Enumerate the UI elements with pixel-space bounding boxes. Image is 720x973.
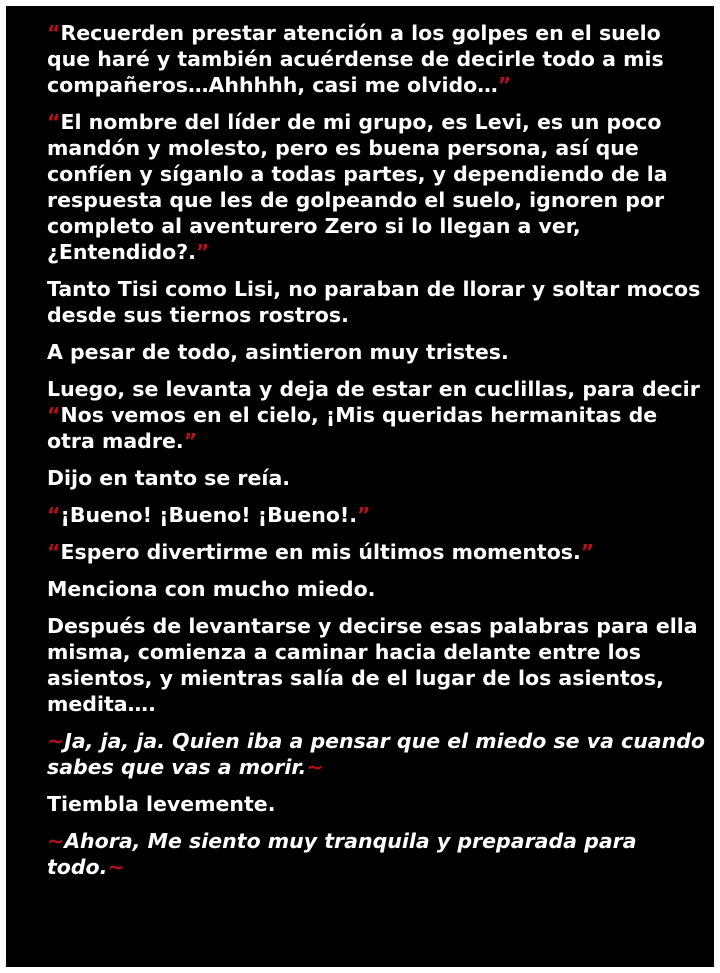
dialogue-text: ¡Bueno! ¡Bueno! ¡Bueno!.: [60, 503, 358, 527]
open-tilde-mark: ~: [47, 729, 65, 753]
narration-text: Menciona con mucho miedo.: [47, 577, 376, 601]
paragraph-narration: [47, 276, 707, 328]
narration-text: Luego, se levanta y deja de estar en cuclillas, para decir: [47, 377, 700, 401]
dialogue-text: El nombre del líder de mi grupo, es Levi, es un poco mandón y molesto, pero es buena persona, así que confíen y síganlo a todas partes, y dependiendo de la respuesta que les de golpeando el suelo, ignoren por completo al aventurero Zero si lo llegan a ver, ¿Entendido?.: [47, 110, 668, 264]
open-quote-mark: “: [47, 540, 61, 564]
thought-text: Ahora, Me siento muy tranquila y preparada para todo.: [47, 829, 637, 879]
narration-text: Después de levantarse y decirse esas palabras para ella misma, comienza a caminar hacia delante entre los asientos, y mientras salía de el lugar de los asientos, medita….: [47, 614, 698, 716]
dialogue-text: Nos vemos en el cielo, ¡Mis queridas hermanitas de otra madre.: [47, 403, 658, 453]
paragraph-narration: [47, 339, 707, 365]
open-quote-mark: “: [47, 403, 61, 427]
paragraph-thought: [47, 728, 707, 780]
narration-text: Dijo en tanto se reía.: [47, 466, 291, 490]
paragraph-narration-with-quote: [47, 376, 707, 454]
dialogue-text: Recuerden prestar atención a los golpes en el suelo que haré y también acuérdense de decirle todo a mis compañeros…Ahhhhh, casi me olvido…: [47, 21, 664, 97]
paragraph-narration: [47, 576, 707, 602]
paragraph-thought: [47, 828, 707, 880]
open-quote-mark: “: [47, 110, 61, 134]
narration-text: Tanto Tisi como Lisi, no paraban de llorar y soltar mocos desde sus tiernos rostros.: [47, 277, 701, 327]
paragraph-dialogue: [47, 109, 707, 265]
story-page: [6, 6, 714, 967]
paragraph-dialogue: [47, 502, 707, 528]
narration-text: A pesar de todo, asintieron muy tristes.: [47, 340, 509, 364]
paragraph-dialogue: [47, 20, 707, 98]
close-quote-mark: ”: [195, 240, 210, 264]
story-text: [47, 20, 707, 891]
open-tilde-mark: ~: [47, 829, 65, 853]
dialogue-text: Espero divertirme en mis últimos momentos.: [60, 540, 581, 564]
paragraph-dialogue: [47, 539, 707, 565]
paragraph-narration: [47, 465, 707, 491]
close-quote-mark: ”: [580, 540, 595, 564]
thought-text: Ja, ja, ja. Quien iba a pensar que el miedo se va cuando sabes que vas a morir.: [47, 729, 705, 779]
paragraph-narration: [47, 613, 707, 717]
open-quote-mark: “: [47, 21, 61, 45]
close-tilde-mark: ~: [107, 855, 125, 879]
open-quote-mark: “: [47, 503, 61, 527]
close-tilde-mark: ~: [306, 755, 324, 779]
narration-text: Tiembla levemente.: [47, 792, 276, 816]
close-quote-mark: ”: [497, 73, 512, 97]
paragraph-narration: [47, 791, 707, 817]
close-quote-mark: ”: [183, 429, 198, 453]
close-quote-mark: ”: [357, 503, 371, 527]
